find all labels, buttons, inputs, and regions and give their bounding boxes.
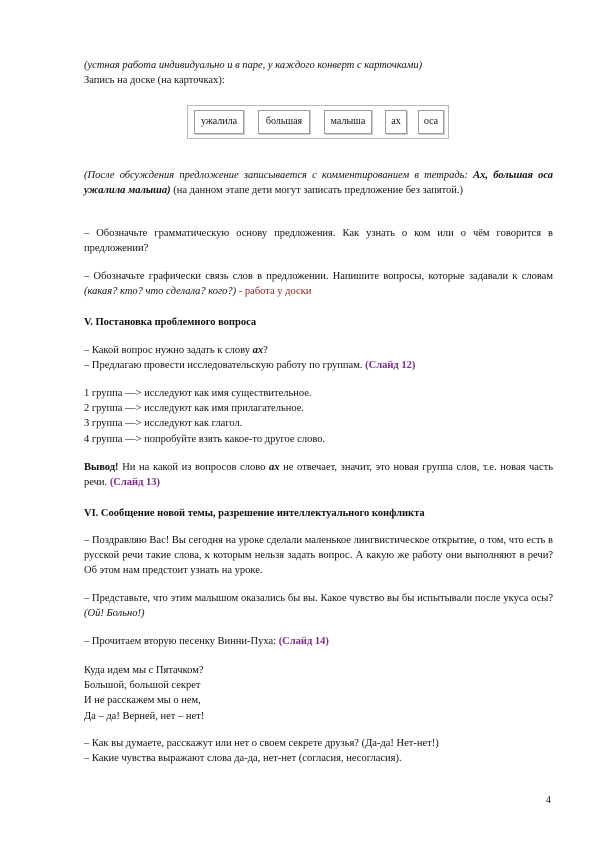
group-list (84, 386, 553, 447)
discussion-paragraph: (После обсуждения предложение записывается с комментированием в тетрадь: Ах, большая оса ужалила малыша) (на данном этапе дети могут записать предложение без запятой.) (84, 170, 553, 197)
word-card: оса (418, 110, 444, 134)
word-card: ужалила (194, 110, 244, 134)
section-5-heading: V. Постановка проблемного вопроса (84, 317, 257, 328)
word-cards-box (187, 105, 449, 139)
word-card: ах (385, 110, 407, 134)
poem-line: И не расскажем мы о нем, (84, 695, 201, 707)
section-5-questions: – Какой вопрос нужно задать к слову ах? – Предлагаю провести исследовательскую работу по группам. (Слайд 12) (84, 345, 416, 372)
task-word-links: – Обозначьте графически связь слов в предложении. Напишите вопросы, которые задавали к словам (какая? кто? что сделала? кого?) - работа у доски (84, 271, 553, 298)
task-grammar-basis: – Обозначьте грамматическую основу предложения. Как узнать о ком или о чём говорится в предложении? (84, 228, 553, 255)
slide-ref: (Слайд 13) (109, 477, 161, 489)
read-song-line: – Прочитаем вторую песенку Винни-Пуха: (Слайд 14) (84, 636, 329, 647)
board-label: Запись на доске (на карточках): (84, 75, 225, 86)
conclusion-paragraph: Вывод! Ни на какой из вопросов слово ах не отвечает, значит, это новая группа слов, т.е. новая часть речи. (Слайд 13) (84, 462, 553, 489)
word-card: малыша (324, 110, 372, 134)
slide-ref: (Слайд 12) (365, 360, 416, 372)
word-card: большая (258, 110, 310, 134)
congrats-paragraph: – Поздравляю Вас! Вы сегодня на уроке сделали маленькое лингвистическое открытие, о том, что есть в русской речи такие слова, к которым нельзя задать вопрос. А какую же работу они выполняют в речи? Об этом нам предстоит узнать на уроке. (84, 535, 553, 577)
poem (84, 663, 553, 724)
list-item: 2 группа —> исследуют как имя прилагательное. (84, 403, 305, 415)
page-number: 4 (546, 795, 551, 806)
intro-note: (устная работа индивидуально и в паре, у каждого конверт с карточками) (84, 60, 423, 71)
final-questions: – Как вы думаете, расскажут или нет о своем секрете друзья? (Да-да! Нет-нет!) – Какие чувства выражают слова да-да, нет-нет (согласия, несогласия). (84, 738, 439, 765)
list-item: 1 группа —> исследуют как имя существительное. (84, 388, 312, 399)
list-item: 4 группа —> попробуйте взять какое-то другое слово. (84, 433, 326, 445)
list-item: 3 группа —> исследуют как глагол. (84, 418, 243, 430)
imagine-paragraph: – Представьте, что этим малышом оказались бы вы. Какое чувство вы бы испытывали после укуса осы? (Ой! Больно!) (84, 593, 553, 620)
poem-line: Да – да! Верней, нет – нет! (84, 710, 205, 722)
slide-ref: (Слайд 14) (278, 636, 329, 647)
example-sentence: Ах, большая оса ужалила малыша) (84, 170, 553, 197)
poem-line: Куда идем мы с Пятачком? (84, 665, 204, 676)
section-6-heading: VI. Сообщение новой темы, разрешение интеллектуального конфликта (84, 508, 425, 519)
poem-line: Большой, большой секрет (84, 680, 201, 692)
